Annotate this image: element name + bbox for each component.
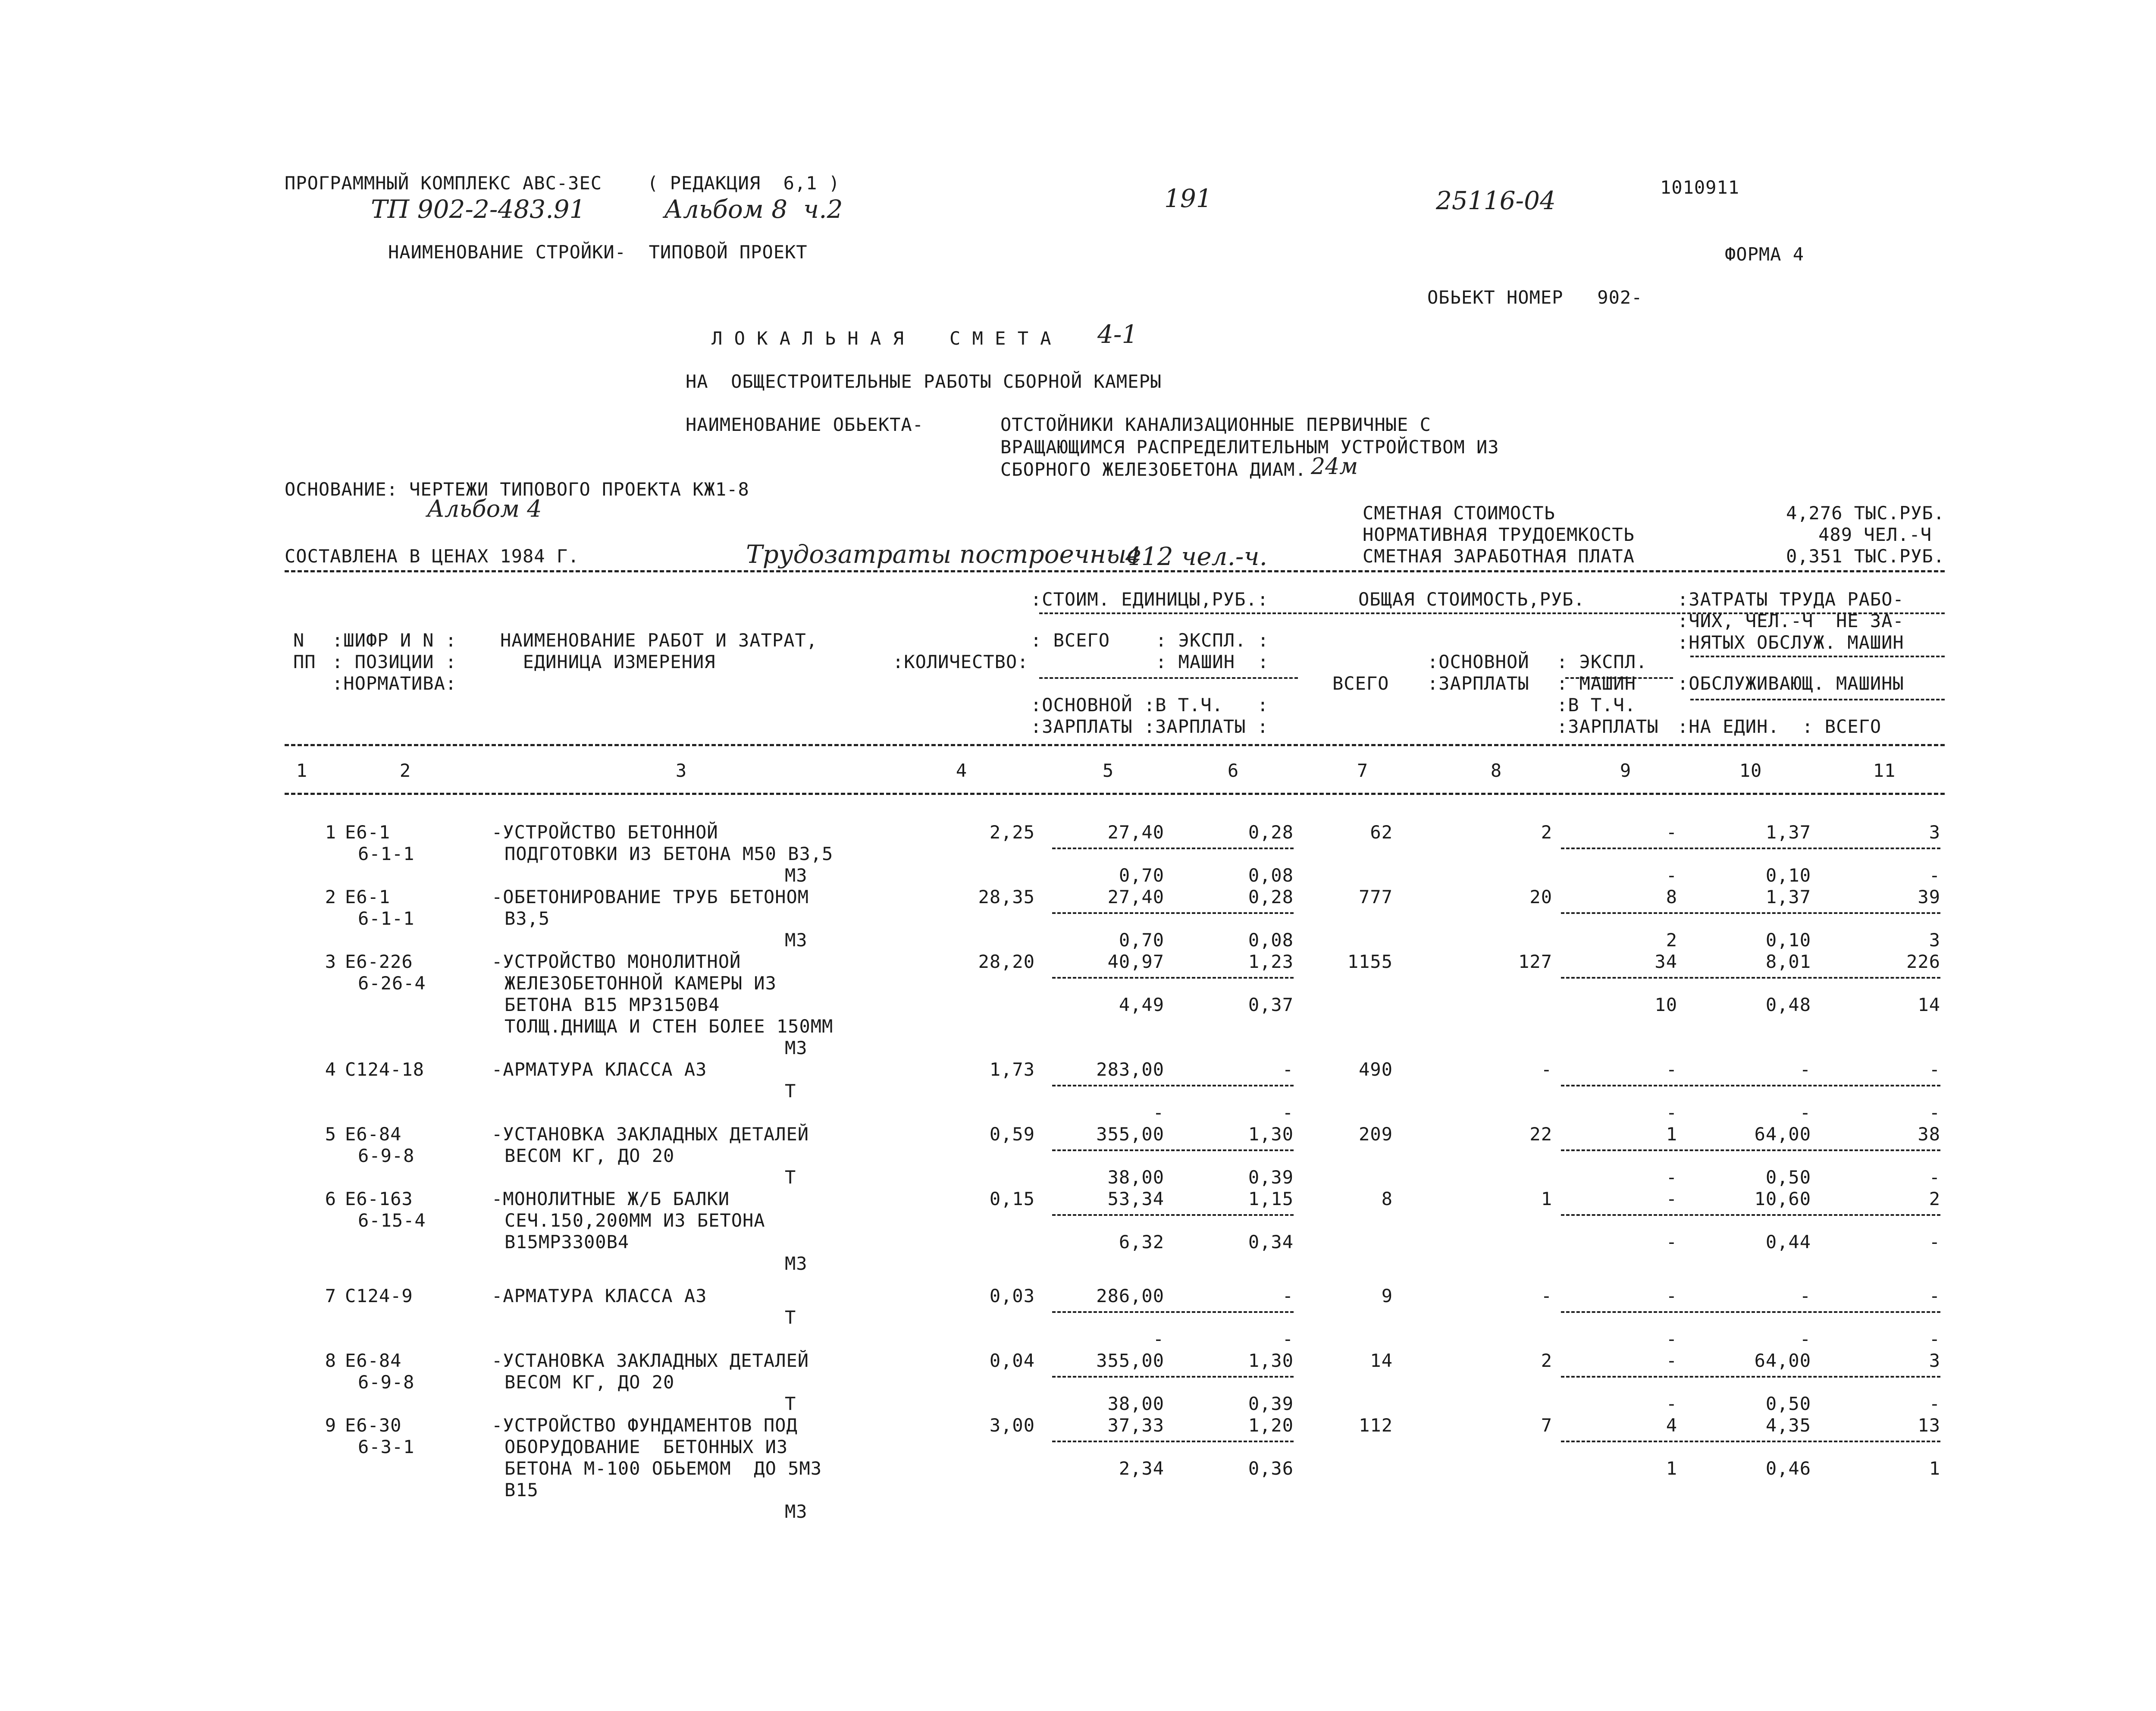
row-sub-rule	[1561, 1376, 1940, 1378]
row-unit-machines: 1,15	[1248, 1188, 1294, 1209]
row-basic-wages: -	[1541, 1285, 1552, 1306]
summary-value-3: 0,351 ТЫС.РУБ.	[1786, 546, 1945, 567]
row-sub-rule	[1561, 912, 1940, 914]
row-machines: 4	[1666, 1415, 1677, 1436]
row-labor-per-unit: -	[1799, 1285, 1811, 1306]
row-code-sub: 6-9-8	[358, 1145, 415, 1166]
stroika-line: НАИМЕНОВАНИЕ СТРОЙКИ- ТИПОВОЙ ПРОЕКТ	[388, 242, 808, 263]
row-unit-total: 27,40	[1107, 886, 1164, 907]
row-unit-machine-wages: 0,08	[1248, 865, 1294, 886]
row-labor-per-unit: 64,00	[1754, 1124, 1811, 1145]
row-number: 8	[325, 1350, 336, 1371]
row-quantity: 2,25	[989, 822, 1035, 843]
row-unit-machines: 0,28	[1248, 822, 1294, 843]
row-work-name: ПОДГОТОВКИ ИЗ БЕТОНА М50 В3,5	[505, 843, 834, 864]
row-quantity: 3,00	[989, 1415, 1035, 1436]
row-work-name: -УСТАНОВКА ЗАКЛАДНЫХ ДЕТАЛЕЙ	[492, 1124, 809, 1145]
row-code: Е6-1	[345, 822, 391, 843]
row-work-name: -УСТРОЙСТВО ФУНДАМЕНТОВ ПОД	[492, 1415, 798, 1436]
row-unit-machine-wages: 0,39	[1248, 1167, 1294, 1188]
object-line-1: ОТСТОЙНИКИ КАНАЛИЗАЦИОННЫЕ ПЕРВИЧНЫЕ С	[1000, 414, 1431, 435]
row-unit-machine-wages: -	[1282, 1102, 1294, 1123]
row-basic-wages: -	[1541, 1059, 1552, 1080]
row-work-name: ВЕСОМ КГ, ДО 20	[505, 1145, 675, 1166]
row-unit-wages: 2,34	[1119, 1458, 1164, 1479]
row-code-sub: 6-9-8	[358, 1372, 415, 1393]
handwritten-estimate-number: 4-1	[1097, 320, 1138, 349]
row-labor-per-unit-service: 0,10	[1765, 865, 1811, 886]
column-number-3: 3	[675, 760, 687, 781]
row-basic-wages: 22	[1529, 1124, 1552, 1145]
row-work-name: БЕТОНА В15 МРЗ150В4	[505, 994, 720, 1015]
row-code-sub: 6-26-4	[358, 973, 426, 994]
row-code: С124-9	[345, 1285, 413, 1306]
row-work-name: -УСТРОЙСТВО БЕТОННОЙ	[492, 822, 718, 843]
row-labor-per-unit-service: -	[1799, 1102, 1811, 1123]
row-unit-wages: 38,00	[1107, 1167, 1164, 1188]
row-labor-total: 3	[1929, 822, 1940, 843]
row-unit-machine-wages: 0,08	[1248, 929, 1294, 951]
summary-label-1: СМЕТНАЯ СТОИМОСТЬ	[1363, 502, 1555, 524]
row-code: Е6-163	[345, 1188, 413, 1209]
row-code-sub: 6-3-1	[358, 1436, 415, 1457]
row-labor-total-service: -	[1929, 865, 1940, 886]
col-head-machines: : ЭКСПЛ. : МАШИН	[1557, 651, 1648, 694]
handwritten-labor-value: 412 чел.-ч.	[1125, 542, 1268, 571]
row-unit-total: 53,34	[1107, 1188, 1164, 1209]
row-labor-per-unit: 4,35	[1765, 1415, 1811, 1436]
row-labor-total-service: 14	[1918, 994, 1940, 1015]
row-work-name: -МОНОЛИТНЫЕ Ж/Б БАЛКИ	[492, 1188, 730, 1209]
row-unit-total: 283,00	[1096, 1059, 1164, 1080]
row-labor-per-unit: 1,37	[1765, 822, 1811, 843]
row-quantity: 28,35	[978, 886, 1035, 907]
row-basic-wages: 1	[1541, 1188, 1552, 1209]
col-head-total-cost: ОБЩАЯ СТОИМОСТЬ,РУБ.	[1358, 589, 1585, 610]
handwritten-project: ТП 902-2-483.91	[371, 195, 586, 224]
row-unit-machines: 1,30	[1248, 1350, 1294, 1371]
row-unit-total: 37,33	[1107, 1415, 1164, 1436]
row-unit-total: 355,00	[1096, 1350, 1164, 1371]
row-code-sub: 6-1-1	[358, 843, 415, 864]
row-unit-machine-wages: 0,39	[1248, 1393, 1294, 1414]
row-sub-rule	[1561, 1311, 1940, 1313]
row-unit: Т	[785, 1167, 796, 1188]
row-labor-total: 38	[1918, 1124, 1940, 1145]
column-number-8: 8	[1490, 760, 1502, 781]
rule-top	[285, 570, 1945, 572]
row-machine-wages: -	[1666, 1393, 1677, 1414]
row-labor-total-service: -	[1929, 1167, 1940, 1188]
col-head-unit-machines: : ЭКСПЛ. : : МАШИН :	[1156, 630, 1269, 672]
column-number-5: 5	[1102, 760, 1114, 781]
col-head-unit-cost: :СТОИМ. ЕДИНИЦЫ,РУБ.:	[1031, 589, 1269, 610]
col-head-basic-wages: :ОСНОВНОЙ :ЗАРПЛАТЫ	[1427, 651, 1529, 694]
col-head-labor-service: :ОБСЛУЖИВАЮЩ. МАШИНЫ	[1677, 673, 1904, 694]
row-labor-per-unit: 10,60	[1754, 1188, 1811, 1209]
program-line: ПРОГРАММНЫЙ КОМПЛЕКС АВС-ЗЕС ( РЕДАКЦИЯ 6,1 )	[285, 173, 840, 194]
row-work-name: -УСТАНОВКА ЗАКЛАДНЫХ ДЕТАЛЕЙ	[492, 1350, 809, 1371]
row-unit: М3	[785, 1037, 808, 1058]
row-sub-rule	[1561, 1149, 1940, 1151]
row-unit-total: 355,00	[1096, 1124, 1164, 1145]
basis-line: ОСНОВАНИЕ: ЧЕРТЕЖИ ТИПОВОГО ПРОЕКТА КЖ1-8	[285, 479, 749, 500]
row-machine-wages: -	[1666, 1102, 1677, 1123]
row-sub-rule	[1052, 1376, 1294, 1378]
column-number-7: 7	[1357, 760, 1369, 781]
row-code-sub: 6-1-1	[358, 908, 415, 929]
col-head-quantity: :КОЛИЧЕСТВО:	[893, 651, 1029, 672]
row-labor-per-unit-service: 0,50	[1765, 1167, 1811, 1188]
row-quantity: 0,04	[989, 1350, 1035, 1371]
object-line-3: СБОРНОГО ЖЕЛЕЗОБЕТОНА ДИАМ.	[1000, 459, 1307, 480]
row-unit-total: 286,00	[1096, 1285, 1164, 1306]
row-total: 1155	[1347, 951, 1393, 972]
summary-label-3: СМЕТНАЯ ЗАРАБОТНАЯ ПЛАТА	[1363, 546, 1635, 567]
row-quantity: 0,15	[989, 1188, 1035, 1209]
row-unit-machine-wages: 0,37	[1248, 994, 1294, 1015]
row-quantity: 0,59	[989, 1124, 1035, 1145]
row-total: 112	[1359, 1415, 1393, 1436]
row-basic-wages: 2	[1541, 822, 1552, 843]
rule-header-sub-2	[1039, 677, 1298, 679]
col-head-machine-wages: :В Т.Ч. :ЗАРПЛАТЫ	[1557, 694, 1659, 737]
row-sub-rule	[1052, 1441, 1294, 1442]
row-unit-machines: -	[1282, 1059, 1294, 1080]
row-unit-machine-wages: -	[1282, 1328, 1294, 1350]
row-labor-total: 3	[1929, 1350, 1940, 1371]
row-work-name: В3,5	[505, 908, 550, 929]
row-labor-total: 13	[1918, 1415, 1940, 1436]
row-labor-per-unit: 1,37	[1765, 886, 1811, 907]
handwritten-album-4: Альбом 4	[427, 495, 542, 522]
row-machines: 8	[1666, 886, 1677, 907]
row-unit-wages: -	[1153, 1328, 1164, 1350]
row-unit-machine-wages: 0,34	[1248, 1231, 1294, 1253]
row-number: 4	[325, 1059, 336, 1080]
row-labor-per-unit-service: 0,46	[1765, 1458, 1811, 1479]
row-number: 3	[325, 951, 336, 972]
row-number: 7	[325, 1285, 336, 1306]
row-quantity: 1,73	[989, 1059, 1035, 1080]
row-machines: -	[1666, 822, 1677, 843]
row-quantity: 28,20	[978, 951, 1035, 972]
row-code: С124-18	[345, 1059, 425, 1080]
row-unit-machines: 1,30	[1248, 1124, 1294, 1145]
row-labor-total-service: -	[1929, 1102, 1940, 1123]
column-number-1: 1	[296, 760, 308, 781]
row-number: 5	[325, 1124, 336, 1145]
row-machine-wages: -	[1666, 1328, 1677, 1350]
row-total: 14	[1370, 1350, 1393, 1371]
row-unit-total: 27,40	[1107, 822, 1164, 843]
row-labor-total-service: 3	[1929, 929, 1940, 951]
row-labor-total: 2	[1929, 1188, 1940, 1209]
row-basic-wages: 127	[1518, 951, 1552, 972]
row-work-name: ТОЛЩ.ДНИЩА И СТЕН БОЛЕЕ 150ММ	[505, 1016, 834, 1037]
row-machine-wages: -	[1666, 865, 1677, 886]
row-machines: 1	[1666, 1124, 1677, 1145]
row-unit: Т	[785, 1080, 796, 1102]
summary-value-2: 489 ЧЕЛ.-Ч	[1818, 524, 1932, 545]
rule-column-numbers-bottom	[285, 793, 1945, 795]
row-sub-rule	[1561, 848, 1940, 849]
row-quantity: 0,03	[989, 1285, 1035, 1306]
row-work-name: -УСТРОЙСТВО МОНОЛИТНОЙ	[492, 951, 741, 972]
row-sub-rule	[1052, 1214, 1294, 1216]
summary-value-1: 4,276 ТЫС.РУБ.	[1786, 502, 1945, 524]
row-work-name: В15МРЗ300В4	[505, 1231, 630, 1253]
row-labor-per-unit-service: 0,48	[1765, 994, 1811, 1015]
col-head-n: N ПП	[293, 630, 316, 672]
column-number-6: 6	[1227, 760, 1239, 781]
row-code-sub: 6-15-4	[358, 1210, 426, 1231]
row-machine-wages: -	[1666, 1231, 1677, 1253]
column-number-11: 11	[1873, 760, 1896, 781]
row-number: 6	[325, 1188, 336, 1209]
row-sub-rule	[1052, 977, 1294, 979]
object-line-2: ВРАЩАЮЩИМСЯ РАСПРЕДЕЛИТЕЛЬНЫМ УСТРОЙСТВОМ ИЗ	[1000, 436, 1499, 458]
row-sub-rule	[1052, 1311, 1294, 1313]
row-work-name: СЕЧ.150,200ММ ИЗ БЕТОНА	[505, 1210, 765, 1231]
row-unit-machines: 1,23	[1248, 951, 1294, 972]
row-code: Е6-1	[345, 886, 391, 907]
column-number-9: 9	[1620, 760, 1632, 781]
row-sub-rule	[1561, 977, 1940, 979]
row-labor-per-unit: 64,00	[1754, 1350, 1811, 1371]
col-head-total: ВСЕГО	[1332, 673, 1389, 694]
row-unit-wages: 6,32	[1119, 1231, 1164, 1253]
row-unit-wages: -	[1153, 1102, 1164, 1123]
row-labor-per-unit-service: 0,10	[1765, 929, 1811, 951]
row-unit-machine-wages: 0,36	[1248, 1458, 1294, 1479]
rule-header-sub-5	[1690, 699, 1945, 700]
column-number-2: 2	[399, 760, 411, 781]
row-code: Е6-30	[345, 1415, 402, 1436]
row-total: 777	[1359, 886, 1393, 907]
row-sub-rule	[1052, 1085, 1294, 1086]
row-machine-wages: -	[1666, 1167, 1677, 1188]
rule-header-bottom	[285, 744, 1945, 746]
col-head-labor-per-unit: :НА ЕДИН. : ВСЕГО	[1677, 716, 1882, 737]
row-labor-total: 226	[1906, 951, 1940, 972]
row-unit-total: 40,97	[1107, 951, 1164, 972]
row-work-name: -АРМАТУРА КЛАССА А3	[492, 1285, 707, 1306]
document-code: 1010911	[1660, 177, 1740, 198]
col-head-name: НАИМЕНОВАНИЕ РАБОТ И ЗАТРАТ, ЕДИНИЦА ИЗМЕРЕНИЯ	[500, 630, 818, 672]
row-total: 62	[1370, 822, 1393, 843]
row-sub-rule	[1561, 1441, 1940, 1442]
row-machines: -	[1666, 1059, 1677, 1080]
row-code: Е6-226	[345, 951, 413, 972]
row-code: Е6-84	[345, 1350, 402, 1371]
row-work-name: ОБОРУДОВАНИЕ БЕТОННЫХ ИЗ	[505, 1436, 788, 1457]
row-machines: -	[1666, 1285, 1677, 1306]
object-number: ОБЬЕКТ НОМЕР 902-	[1427, 287, 1643, 308]
row-work-name: БЕТОНА М-100 ОБЬЕМОМ ДО 5М3	[505, 1458, 822, 1479]
row-labor-per-unit: -	[1799, 1059, 1811, 1080]
row-number: 2	[325, 886, 336, 907]
row-labor-per-unit: 8,01	[1765, 951, 1811, 972]
form-number: ФОРМА 4	[1725, 244, 1805, 265]
handwritten-registration-number: 25116-04	[1436, 186, 1556, 215]
row-labor-per-unit-service: 0,44	[1765, 1231, 1811, 1253]
col-head-unit-wages: :ОСНОВНОЙ :В Т.Ч. : :ЗАРПЛАТЫ :ЗАРПЛАТЫ :	[1031, 694, 1269, 737]
row-work-name: ВЕСОМ КГ, ДО 20	[505, 1372, 675, 1393]
row-machines: 34	[1655, 951, 1677, 972]
row-code: Е6-84	[345, 1124, 402, 1145]
row-unit: Т	[785, 1393, 796, 1414]
row-labor-per-unit-service: -	[1799, 1328, 1811, 1350]
row-labor-total-service: -	[1929, 1328, 1940, 1350]
object-label: НАИМЕНОВАНИЕ ОБЬЕКТА-	[686, 414, 924, 435]
row-labor-per-unit-service: 0,50	[1765, 1393, 1811, 1414]
col-head-labor: :ЗАТРАТЫ ТРУДА РАБО- :ЧИХ, ЧЕЛ.-Ч НЕ ЗА- :НЯТЫХ ОБСЛУЖ. МАШИН	[1677, 589, 1904, 653]
row-work-name: -ОБЕТОНИРОВАНИЕ ТРУБ БЕТОНОМ	[492, 886, 809, 907]
row-number: 9	[325, 1415, 336, 1436]
row-sub-rule	[1052, 1149, 1294, 1151]
row-total: 8	[1381, 1188, 1393, 1209]
prices-year-line: СОСТАВЛЕНА В ЦЕНАХ 1984 Г.	[285, 546, 580, 567]
row-sub-rule	[1052, 848, 1294, 849]
row-unit: М3	[785, 1501, 808, 1522]
row-labor-total-service: -	[1929, 1231, 1940, 1253]
col-head-code: :ШИФР И N : : ПОЗИЦИИ : :НОРМАТИВА:	[332, 630, 457, 694]
estimate-subtitle: НА ОБЩЕСТРОИТЕЛЬНЫЕ РАБОТЫ СБОРНОЙ КАМЕРЫ	[686, 371, 1162, 392]
rule-header-sub-4	[1690, 656, 1945, 657]
handwritten-labor-note: Трудозатраты построечные	[746, 540, 1141, 569]
row-machines: -	[1666, 1350, 1677, 1371]
row-unit-wages: 0,70	[1119, 929, 1164, 951]
row-unit: М3	[785, 865, 808, 886]
column-number-10: 10	[1739, 760, 1762, 781]
row-unit: М3	[785, 929, 808, 951]
row-basic-wages: 2	[1541, 1350, 1552, 1371]
row-machine-wages: 10	[1655, 994, 1677, 1015]
row-basic-wages: 7	[1541, 1415, 1552, 1436]
row-machine-wages: 2	[1666, 929, 1677, 951]
row-total: 209	[1359, 1124, 1393, 1145]
column-number-4: 4	[956, 760, 968, 781]
row-number: 1	[325, 822, 336, 843]
row-sub-rule	[1052, 912, 1294, 914]
row-machines: -	[1666, 1188, 1677, 1209]
handwritten-album: Альбом 8 ч.2	[664, 195, 843, 224]
row-unit: Т	[785, 1307, 796, 1328]
row-unit-machines: 0,28	[1248, 886, 1294, 907]
row-unit-machines: 1,20	[1248, 1415, 1294, 1436]
row-sub-rule	[1561, 1085, 1940, 1086]
row-unit-wages: 0,70	[1119, 865, 1164, 886]
row-labor-total: -	[1929, 1285, 1940, 1306]
summary-label-2: НОРМАТИВНАЯ ТРУДОЕМКОСТЬ	[1363, 524, 1635, 545]
row-work-name: -АРМАТУРА КЛАССА А3	[492, 1059, 707, 1080]
row-labor-total-service: -	[1929, 1393, 1940, 1414]
row-unit-wages: 4,49	[1119, 994, 1164, 1015]
row-unit-wages: 38,00	[1107, 1393, 1164, 1414]
row-unit: М3	[785, 1253, 808, 1274]
estimate-title: Л О К А Л Ь Н А Я С М Е Т А	[711, 328, 1052, 349]
col-head-unit-total: : ВСЕГО	[1031, 630, 1110, 651]
handwritten-page-number: 191	[1164, 184, 1212, 213]
row-basic-wages: 20	[1529, 886, 1552, 907]
row-labor-total: -	[1929, 1059, 1940, 1080]
handwritten-diameter: 24м	[1311, 454, 1358, 480]
row-labor-total: 39	[1918, 886, 1940, 907]
row-labor-total-service: 1	[1929, 1458, 1940, 1479]
row-sub-rule	[1561, 1214, 1940, 1216]
row-total: 490	[1359, 1059, 1393, 1080]
row-work-name: ЖЕЛЕЗОБЕТОННОЙ КАМЕРЫ ИЗ	[505, 973, 777, 994]
row-total: 9	[1381, 1285, 1393, 1306]
row-work-name: В15	[505, 1479, 539, 1501]
row-unit-machines: -	[1282, 1285, 1294, 1306]
row-machine-wages: 1	[1666, 1458, 1677, 1479]
